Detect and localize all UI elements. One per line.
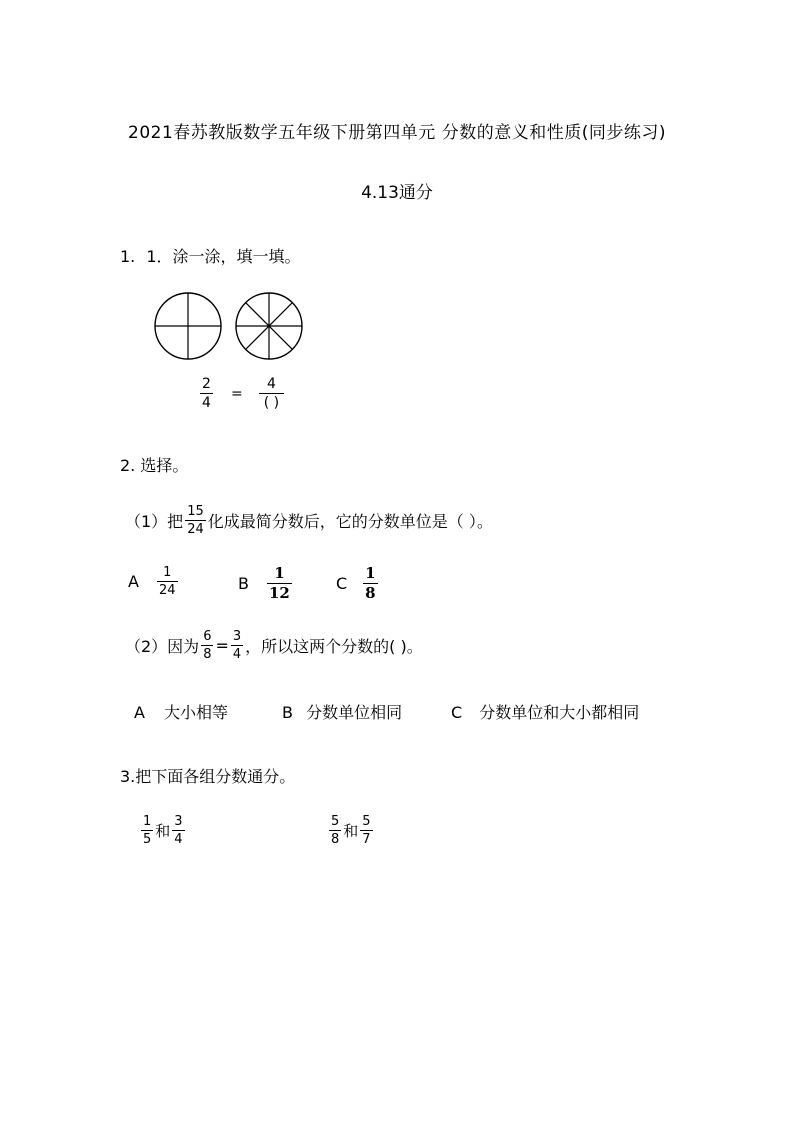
page-subtitle: 4.13通分 <box>361 183 433 203</box>
circle-quarters-graphic <box>153 291 223 361</box>
fraction-pair-2 <box>327 815 375 846</box>
question-1-line <box>120 244 301 267</box>
circle-quarters[interactable] <box>153 291 223 365</box>
fraction-numerator: 6 <box>203 629 212 644</box>
fraction-pair-1 <box>139 815 187 846</box>
option-letter: C <box>336 574 348 593</box>
fraction-denominator: 7 <box>362 832 371 847</box>
circle-eighths-graphic <box>234 291 304 361</box>
fraction-numerator: 1 <box>143 814 152 829</box>
option-2-2-a[interactable] <box>134 700 228 723</box>
question-3-heading: 3.把下面各组分数通分。 <box>120 767 296 786</box>
option-letter: A <box>128 572 139 591</box>
option-text: 分数单位相同 <box>306 703 403 722</box>
fraction-numerator: 4 <box>267 376 276 392</box>
fraction-answer <box>257 377 286 410</box>
question-2-1-prefix: （1）把 <box>125 512 184 531</box>
fraction-denominator: 8 <box>365 584 376 602</box>
fraction-numerator: 1 <box>365 564 376 582</box>
fraction-denominator: 24 <box>187 522 204 537</box>
question-2-1-suffix: 化成最简分数后，它的分数单位是（ ）。 <box>207 512 493 531</box>
option-letter: A <box>134 703 145 722</box>
option-2-1-c[interactable] <box>336 566 380 601</box>
question-1-text: 1．涂一涂，填一填。 <box>146 247 301 266</box>
fraction-numerator: 15 <box>187 504 204 519</box>
option-2-1-a[interactable] <box>128 566 180 597</box>
fraction-numerator: 5 <box>362 814 371 829</box>
fraction-denominator: 4 <box>232 647 242 662</box>
fraction-numerator: 5 <box>331 814 340 829</box>
pair-joiner: 和 <box>343 822 359 840</box>
pair-joiner: 和 <box>155 822 171 840</box>
fraction-numerator: 2 <box>202 376 211 392</box>
question-1-number: 1. <box>120 247 136 266</box>
question-2-1 <box>125 505 493 536</box>
fraction-denominator: 5 <box>143 832 152 847</box>
fraction-numerator: 3 <box>174 814 183 829</box>
equals-sign: = <box>231 386 243 402</box>
option-letter: B <box>238 574 249 593</box>
option-text: 分数单位和大小都相同 <box>479 703 640 722</box>
fraction-numerator: 3 <box>232 629 242 644</box>
fraction-2-4 <box>198 377 215 410</box>
option-letter: B <box>282 703 293 722</box>
fraction-denominator: 12 <box>268 584 290 602</box>
fraction-denominator: 4 <box>174 832 183 847</box>
option-2-2-c[interactable] <box>451 700 639 723</box>
fraction-numerator: 1 <box>163 565 172 580</box>
option-text: 大小相等 <box>164 703 229 722</box>
fraction-numerator: 1 <box>274 564 285 582</box>
question-2-2-prefix: （2）因为 <box>125 637 200 656</box>
answer-blank[interactable]: ( ) <box>263 395 280 411</box>
fraction-denominator: 4 <box>202 395 211 411</box>
option-letter: C <box>451 703 463 722</box>
fraction-denominator: 8 <box>203 647 212 662</box>
circle-eighths[interactable] <box>234 291 304 365</box>
option-2-1-b[interactable] <box>238 566 294 601</box>
question-2-heading: 2. 选择。 <box>120 456 189 475</box>
equals-sign: = <box>215 636 229 655</box>
option-2-2-b[interactable] <box>282 700 402 723</box>
page-title: 2021春苏教版数学五年级下册第四单元 分数的意义和性质(同步练习) <box>128 123 666 143</box>
fraction-denominator: 24 <box>158 583 176 598</box>
fraction-denominator: 8 <box>331 832 340 847</box>
question-2-2 <box>125 630 423 661</box>
question-2-2-suffix: ，所以这两个分数的( )。 <box>245 637 423 656</box>
